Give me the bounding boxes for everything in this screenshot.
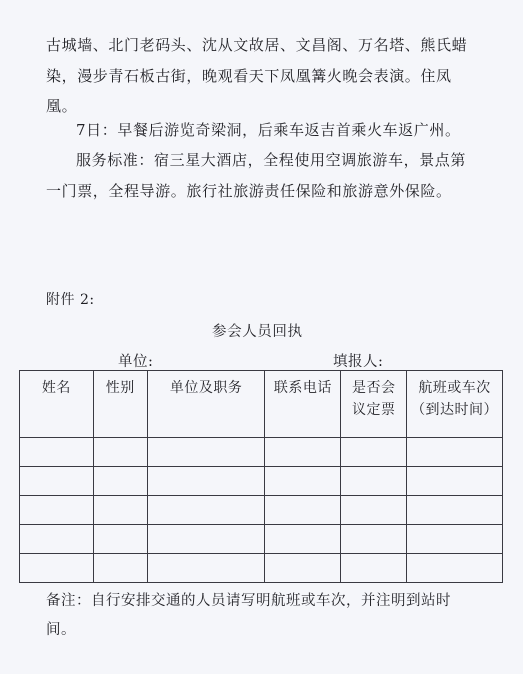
- table-cell[interactable]: [341, 438, 407, 467]
- table-cell[interactable]: [20, 467, 94, 496]
- table-cell[interactable]: [147, 554, 265, 583]
- table-cell[interactable]: [265, 554, 341, 583]
- table-row: [20, 525, 503, 554]
- attachment-label: 附件 2:: [46, 292, 95, 308]
- header-flight-train: 航班或车次 （到达时间）: [407, 371, 503, 438]
- table-cell[interactable]: [265, 438, 341, 467]
- table-cell[interactable]: [265, 525, 341, 554]
- unit-label: 单位:: [118, 354, 154, 370]
- table-cell[interactable]: [341, 554, 407, 583]
- table-cell[interactable]: [265, 496, 341, 525]
- table-cell[interactable]: [93, 525, 147, 554]
- header-unit-position: 单位及职务: [147, 371, 265, 438]
- table-row: [20, 554, 503, 583]
- table-header-row: [20, 371, 503, 438]
- table-cell[interactable]: [147, 467, 265, 496]
- table-cell[interactable]: [20, 496, 94, 525]
- table-cell[interactable]: [93, 496, 147, 525]
- table-cell[interactable]: [341, 467, 407, 496]
- table-cell[interactable]: [265, 467, 341, 496]
- table-cell[interactable]: [20, 554, 94, 583]
- table-cell[interactable]: [407, 554, 503, 583]
- form-title: 参会人员回执: [212, 324, 303, 340]
- note-text: 备注：自行安排交通的人员请写明航班或车次，并注明到站时间。: [46, 593, 451, 638]
- table-cell[interactable]: [407, 438, 503, 467]
- table-cell[interactable]: [147, 496, 265, 525]
- header-book-ticket: 是否会 议定票: [341, 371, 407, 438]
- itinerary-paragraph-day7: 7日：早餐后游览奇梁洞，后乘车返吉首乘火车返广州。: [76, 121, 461, 139]
- reporter-label: 填报人:: [333, 354, 384, 370]
- table-cell[interactable]: [407, 525, 503, 554]
- attendee-receipt-table: [19, 370, 503, 583]
- service-standard-paragraph: 服务标准：宿三星大酒店，全程使用空调旅游车，景点第一门票，全程导游。旅行社旅游责任保险和旅游意外保险。: [46, 151, 467, 200]
- header-name: 姓名: [20, 371, 94, 438]
- table-cell[interactable]: [341, 525, 407, 554]
- table-cell[interactable]: [93, 554, 147, 583]
- table-cell[interactable]: [93, 438, 147, 467]
- table-row: [20, 467, 503, 496]
- table-cell[interactable]: [20, 438, 94, 467]
- table-cell[interactable]: [20, 525, 94, 554]
- table-cell[interactable]: [93, 467, 147, 496]
- header-gender: 性别: [93, 371, 147, 438]
- table-row: [20, 438, 503, 467]
- table-row: [20, 496, 503, 525]
- table-cell[interactable]: [407, 496, 503, 525]
- itinerary-paragraph-day6: 古城墙、北门老码头、沈从文故居、文昌阁、万名塔、熊氏蜡染，漫步青石板古街，晚观看天下凤凰篝火晚会表演。住凤凰。: [46, 36, 468, 115]
- table-cell[interactable]: [147, 438, 265, 467]
- table-cell[interactable]: [341, 496, 407, 525]
- header-phone: 联系电话: [265, 371, 341, 438]
- table-cell[interactable]: [147, 525, 265, 554]
- table-cell[interactable]: [407, 467, 503, 496]
